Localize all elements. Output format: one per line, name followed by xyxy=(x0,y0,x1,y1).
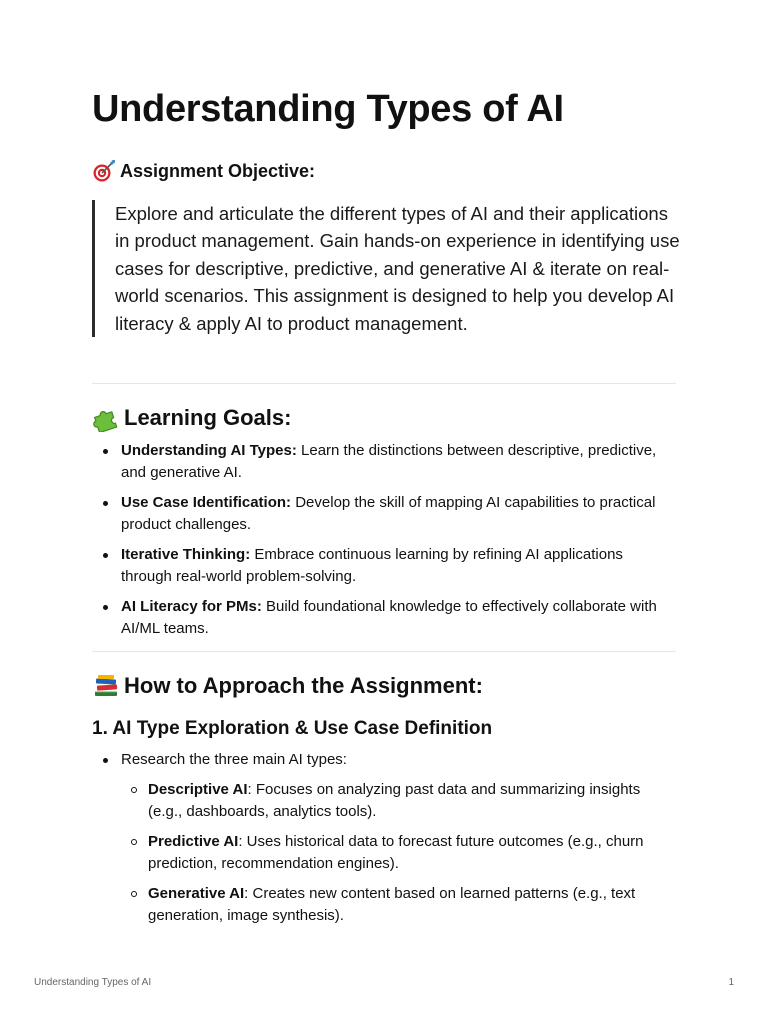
target-icon xyxy=(92,159,116,183)
ai-type-text: : Focuses on analyzing past data and summarizing insights (e.g., dashboards, analytics tools). xyxy=(148,781,641,820)
books-icon xyxy=(92,672,120,700)
list-item xyxy=(120,779,676,823)
goal-text: Embrace continuous learning by refining AI applications through real-world problem-solving. xyxy=(121,546,623,585)
ai-type-label: Predictive AI xyxy=(148,833,239,850)
list-item xyxy=(92,492,676,536)
ai-type-label: Generative AI xyxy=(148,885,245,902)
goal-label: Iterative Thinking: xyxy=(121,546,251,563)
learning-goals-heading xyxy=(92,403,291,433)
learning-goals-list xyxy=(92,440,676,648)
ai-type-text: : Creates new content based on learned patterns (e.g., text generation, image synthesis). xyxy=(148,885,636,924)
footer-page-number: 1 xyxy=(728,977,734,988)
learning-goals-heading-label: Learning Goals: xyxy=(124,405,292,430)
section-divider xyxy=(92,651,676,652)
section-divider xyxy=(92,383,676,384)
puzzle-piece-icon xyxy=(92,404,120,432)
step-1-bullet-text: Research the three main AI types: xyxy=(121,751,347,768)
list-item xyxy=(120,831,676,875)
step-1-list xyxy=(92,749,676,779)
objective-heading-label: Assignment Objective: xyxy=(120,160,316,181)
ai-type-label: Descriptive AI xyxy=(148,781,248,798)
ai-type-text: : Uses historical data to forecast future outcomes (e.g., churn prediction, recommendation engines). xyxy=(148,833,644,872)
page-title: Understanding Types of AI xyxy=(92,88,564,130)
list-item xyxy=(92,596,676,640)
goal-text: Build foundational knowledge to effectively collaborate with AI/ML teams. xyxy=(121,598,657,637)
goal-label: AI Literacy for PMs: xyxy=(121,598,262,615)
list-item xyxy=(92,544,676,588)
step-1-heading: 1. AI Type Exploration & Use Case Definition xyxy=(92,718,493,739)
approach-heading xyxy=(92,671,483,701)
goal-label: Use Case Identification: xyxy=(121,494,292,511)
goal-label: Understanding AI Types: xyxy=(121,442,297,459)
goal-text: Learn the distinctions between descriptive, predictive, and generative AI. xyxy=(121,442,657,481)
list-item xyxy=(92,440,676,484)
list-item xyxy=(92,749,676,771)
objective-heading xyxy=(92,158,315,184)
goal-text: Develop the skill of mapping AI capabilities to practical product challenges. xyxy=(121,494,656,533)
list-item xyxy=(120,883,676,927)
ai-types-sublist xyxy=(120,779,676,935)
approach-heading-label: How to Approach the Assignment: xyxy=(124,673,483,698)
footer-document-name: Understanding Types of AI xyxy=(34,977,152,988)
objective-blockquote: Explore and articulate the different types of AI and their applications in product management. Gain hands-on experience in identifying use cases for descriptive, predictive, and generative AI & iterate on real-world scenarios. This assignment is designed to help you develop AI literacy & apply AI to product management. xyxy=(92,200,687,337)
